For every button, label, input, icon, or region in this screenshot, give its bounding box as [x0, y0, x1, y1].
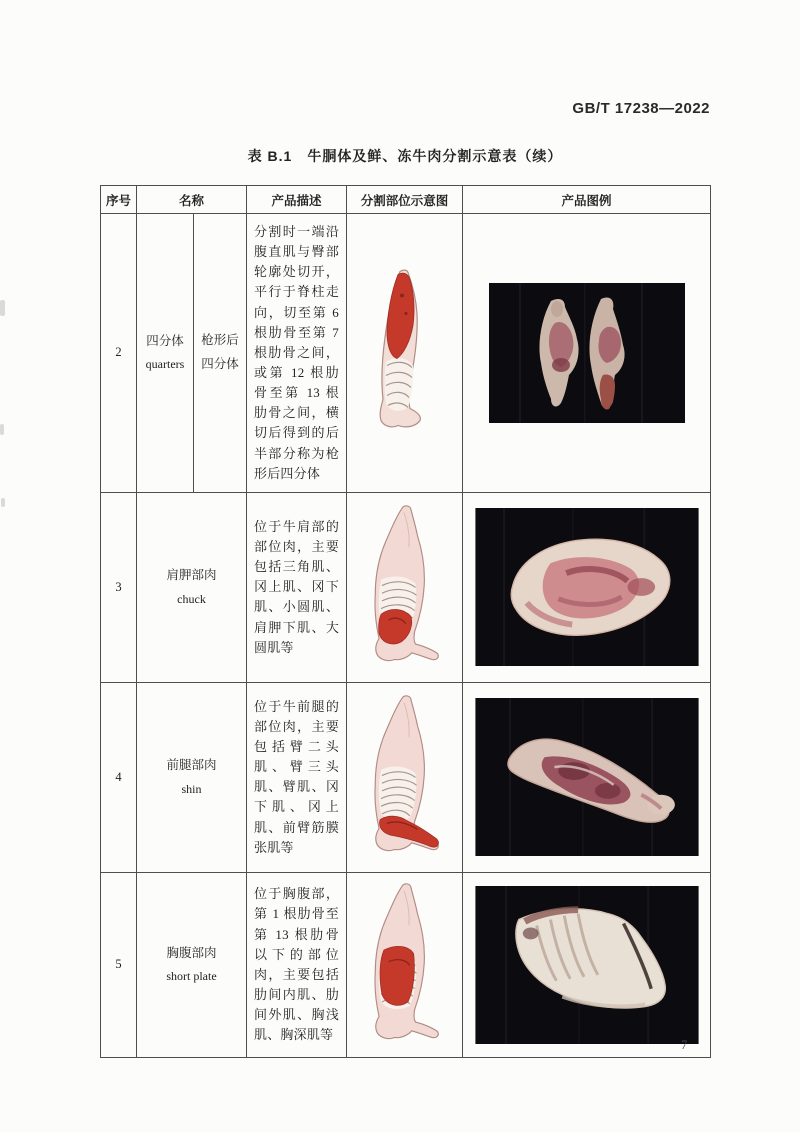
scan-artifact — [0, 424, 4, 435]
row-schematic — [347, 214, 463, 493]
row-schematic — [347, 872, 463, 1057]
name-cn: 胸腹部肉 — [166, 945, 217, 960]
chuck-cut-photo — [474, 508, 700, 666]
name-en: quarters — [145, 357, 185, 372]
row-name-sub: 枪形后四分体 — [194, 214, 247, 493]
table-header-row — [101, 186, 711, 214]
name-en: short plate — [166, 969, 217, 984]
standard-code: GB/T 17238—2022 — [572, 100, 710, 117]
carcass-chuck-highlighted-schematic — [352, 503, 458, 671]
row-no: 5 — [101, 872, 137, 1057]
beef-cuts-table — [100, 185, 711, 1058]
row-description: 位于胸腹部，第 1 根肋骨至第 13 根肋骨以下的部位肉，主要包括肋间内肌、肋间外肌、胸浅肌、胸深肌等 — [247, 872, 347, 1057]
row-description: 位于牛前腿的部位肉，主要包括臂二头肌、臂三头肌、臂肌、冈下肌、冈上肌、前臂筋膜张肌等 — [247, 682, 347, 872]
row-description: 位于牛肩部的部位肉，主要包括三角肌、冈上肌、冈下肌、小圆肌、肩胛下肌、大圆肌等 — [247, 492, 347, 682]
shin-cut-photo — [474, 698, 700, 856]
row-photo — [463, 492, 711, 682]
row-schematic — [347, 492, 463, 682]
table-row — [101, 872, 711, 1057]
row-description: 分割时一端沿腹直肌与臀部轮廓处切开，平行于脊柱走向，切至第 6 根肋骨至第 7 根肋骨之间，或第 12 根肋骨至第 13 根肋骨之间，横切后得到的后半部分称为枪形后四分体 — [247, 214, 347, 493]
scan-artifact — [0, 300, 5, 316]
table-row — [101, 214, 711, 493]
scan-artifact — [1, 498, 5, 507]
row-schematic — [347, 682, 463, 872]
row-photo — [463, 214, 711, 493]
header-description: 产品描述 — [247, 186, 347, 214]
row-photo — [463, 682, 711, 872]
name-cn: 肩胛部肉 — [166, 568, 217, 583]
row-no: 2 — [101, 214, 137, 493]
header-no: 序号 — [101, 186, 137, 214]
header-name: 名称 — [137, 186, 247, 214]
row-no: 4 — [101, 682, 137, 872]
row-name — [137, 492, 247, 682]
row-photo — [463, 872, 711, 1057]
name-cn: 四分体 — [146, 333, 184, 348]
short-plate-cut-photo — [474, 886, 700, 1044]
table-row — [101, 492, 711, 682]
name-en: shin — [181, 781, 202, 796]
row-name — [137, 872, 247, 1057]
pistol-hindquarter-schematic — [350, 260, 460, 446]
name-en: chuck — [177, 591, 206, 606]
name-cn: 前腿部肉 — [166, 758, 217, 773]
row-name — [137, 682, 247, 872]
table-row — [101, 682, 711, 872]
header-schematic: 分割部位示意图 — [347, 186, 463, 214]
table-title: 表 B.1 牛胴体及鲜、冻牛肉分割示意表（续） — [247, 148, 563, 164]
carcass-short-plate-highlighted-schematic — [352, 881, 458, 1049]
row-name — [137, 214, 194, 493]
two-hanging-pistol-hindquarters-photo — [489, 283, 685, 423]
header-photo: 产品图例 — [463, 186, 711, 214]
page-number: 7 — [681, 1038, 688, 1052]
carcass-shin-highlighted-schematic — [352, 693, 458, 861]
row-no: 3 — [101, 492, 137, 682]
